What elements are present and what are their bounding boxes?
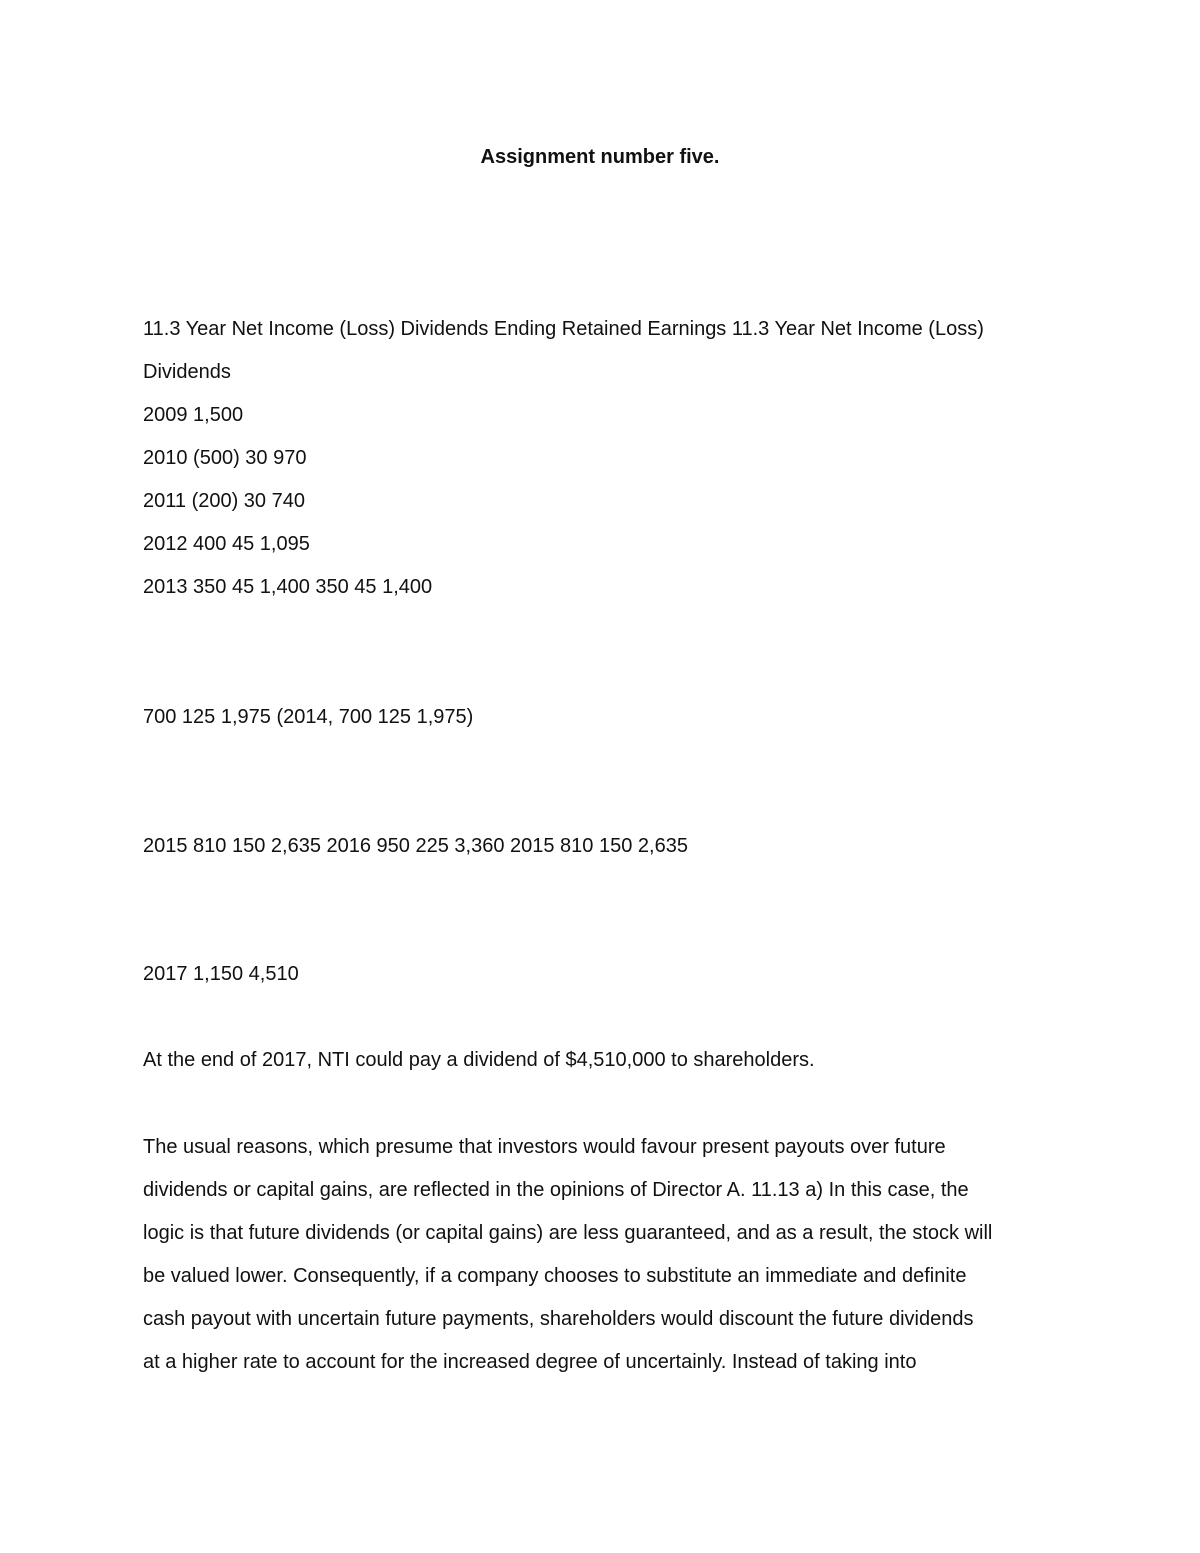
text-line-table-header: 11.3 Year Net Income (Loss) Dividends Ending Retained Earnings 11.3 Year Net Income (Loss): [143, 318, 984, 340]
text-paragraph-line-1: The usual reasons, which presume that investors would favour present payouts over future: [143, 1136, 946, 1158]
text-paragraph-conclusion: At the end of 2017, NTI could pay a dividend of $4,510,000 to shareholders.: [143, 1049, 815, 1071]
text-line-2009: 2009 1,500: [143, 404, 244, 426]
document-title: Assignment number five.: [480, 146, 720, 168]
text-line-2012: 2012 400 45 1,095: [143, 533, 310, 555]
text-line-2010: 2010 (500) 30 970: [143, 447, 307, 469]
text-paragraph-line-4: be valued lower. Consequently, if a company chooses to substitute an immediate and definite: [143, 1265, 967, 1287]
text-line-2017: 2017 1,150 4,510: [143, 963, 299, 985]
text-line-2013: 2013 350 45 1,400 350 45 1,400: [143, 576, 433, 598]
text-paragraph-line-3: logic is that future dividends (or capital gains) are less guaranteed, and as a result, the stock will: [143, 1222, 993, 1244]
text-paragraph-line-5: cash payout with uncertain future payments, shareholders would discount the future dividends: [143, 1308, 974, 1330]
text-paragraph-line-2: dividends or capital gains, are reflected in the opinions of Director A. 11.13 a) In this case, the: [143, 1179, 969, 1201]
text-line-header-continued: Dividends: [143, 361, 231, 383]
text-paragraph-line-6: at a higher rate to account for the increased degree of uncertainly. Instead of taking into: [143, 1351, 917, 1373]
text-line-2014: 700 125 1,975 (2014, 700 125 1,975): [143, 706, 474, 728]
text-line-2011: 2011 (200) 30 740: [143, 490, 305, 512]
text-line-2015-2016: 2015 810 150 2,635 2016 950 225 3,360 2015 810 150 2,635: [143, 835, 688, 857]
